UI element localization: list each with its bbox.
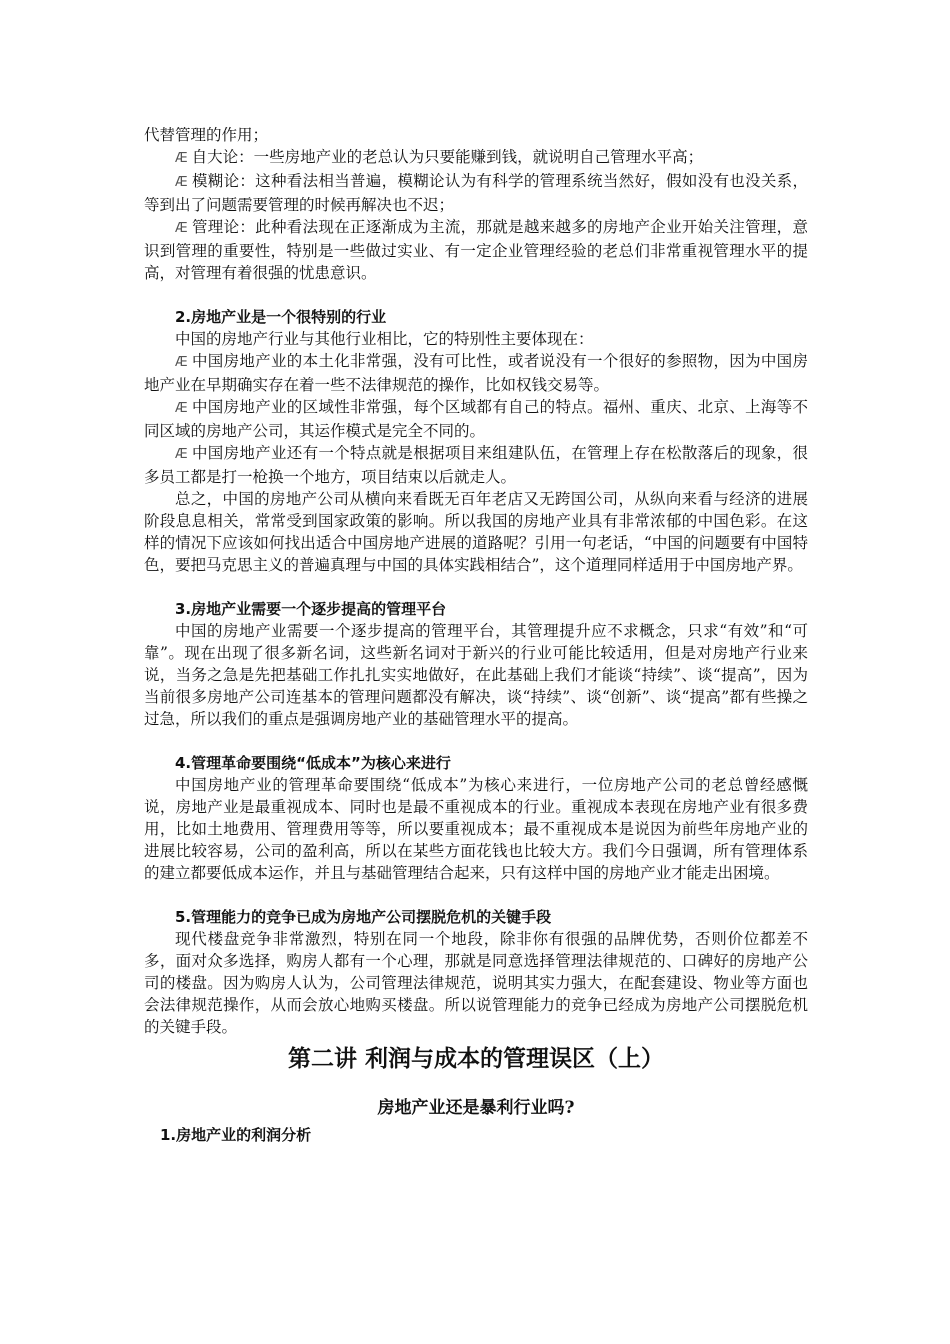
section-heading: 3.房地产业需要一个逐步提高的管理平台 [175,600,447,618]
lecture-title: 第二讲 利润与成本的管理误区（上） [287,1045,664,1072]
bullet-item [144,146,808,170]
paragraph: 现代楼盘竞争非常激烈，特别在同一个地段，除非你有很强的品牌优势，否则价位都差不多，面对众多选择，购房人都有一个心理，那就是同意选择管理法律规范的、口碑好的房地产公司的楼盘。因为购房人认为，公司管理法律规范，说明其实力强大，在配套建设、物业等方面也会法律规范操作，从而会放心地购买楼盘。所以说管理能力的竞争已经成为房地产公司摆脱危机的关键手段。 [144,930,808,1036]
bullet-marker: Æ [175,355,188,370]
bullet-text: 中国房地产业还有一个特点就是根据项目来组建队伍，在管理上存在松散落后的现象，很多员工都是打一枪换一个地方，项目结束以后就走人。 [144,444,808,486]
bullet-marker: Æ [175,175,188,190]
bullet-marker: Æ [175,447,188,462]
bullet-text: 中国房地产业的本土化非常强，没有可比性，或者说没有一个很好的参照物，因为中国房地产业在早期确实存在着一些不法律规范的操作，比如权钱交易等。 [144,352,808,394]
section-heading: 5.管理能力的竞争已成为房地产公司摆脱危机的关键手段 [175,908,552,926]
bullet-marker: Æ [175,221,188,236]
section-heading: 4.管理革命要围绕“低成本”为核心来进行 [175,754,451,772]
paragraph: 中国房地产业的管理革命要围绕“低成本”为核心来进行，一位房地产公司的老总曾经感慨说，房地产业是最重视成本、同时也是最不重视成本的行业。重视成本表现在房地产业有很多费用，比如土地费用、管理费用等等，所以要重视成本；最不重视成本是说因为前些年房地产业的进展比较容易，公司的盈利高，所以在某些方面花钱也比较大方。我们今日强调，所有管理体系的建立都要低成本运作，并且与基础管理结合起来，只有这样中国的房地产业才能走出困境。 [144,776,808,882]
bullet-item [144,170,808,216]
paragraph: 总之，中国的房地产公司从横向来看既无百年老店又无跨国公司，从纵向来看与经济的进展阶段息息相关，常常受到国家政策的影响。所以我国的房地产业具有非常浓郁的中国色彩。在这样的情况下应该如何找出适合中国房地产进展的道路呢？引用一句老话，“中国的问题要有中国特色，要把马克思主义的普遍真理与中国的具体实践相结合”，这个道理同样适用于中国房地产界。 [144,490,808,574]
paragraph: 中国的房地产业需要一个逐步提高的管理平台，其管理提升应不求概念，只求“有效”和“可靠”。现在出现了很多新名词，这些新名词对于新兴的行业可能比较适用，但是对房地产行业来说，当务之急是先把基础工作扎扎实实地做好，在此基础上我们才能谈“持续”、谈“提高”，因为当前很多房地产公司连基本的管理问题都没有解决，谈“持续”、谈“创新”、谈“提高”都有些操之过急，所以我们的重点是强调房地产业的基础管理水平的提高。 [144,622,808,728]
bullet-item [144,442,808,488]
bullet-marker: Æ [175,401,188,416]
paragraph: 中国的房地产行业与其他行业相比，它的特别性主要体现在： [175,330,594,348]
bullet-item [144,350,808,396]
section-heading: 2.房地产业是一个很特别的行业 [175,308,387,326]
document-body [144,124,808,1146]
section-heading: 1.房地产业的利润分析 [160,1126,312,1144]
bullet-marker: Æ [175,151,188,166]
bullet-text: 模糊论：这种看法相当普遍，模糊论认为有科学的管理系统当然好，假如没有也没关系，等到出了问题需要管理的时候再解决也不迟； [144,172,808,214]
bullet-item [144,216,808,284]
bullet-text: 自大论：一些房地产业的老总认为只要能赚到钱，就说明自己管理水平高； [191,148,704,166]
bullet-text: 中国房地产业的区域性非常强，每个区域都有自己的特点。福州、重庆、北京、上海等不同区域的房地产公司，其运作模式是完全不同的。 [144,398,808,440]
bullet-text: 管理论：此种看法现在正逐渐成为主流，那就是越来越多的房地产企业开始关注管理，意识到管理的重要性，特别是一些做过实业、有一定企业管理经验的老总们非常重视管理水平的提高，对管理有着很强的忧患意识。 [144,218,808,282]
paragraph: 代替管理的作用； [144,126,269,144]
bullet-item [144,396,808,442]
lecture-subtitle: 房地产业还是暴利行业吗? [377,1098,575,1118]
